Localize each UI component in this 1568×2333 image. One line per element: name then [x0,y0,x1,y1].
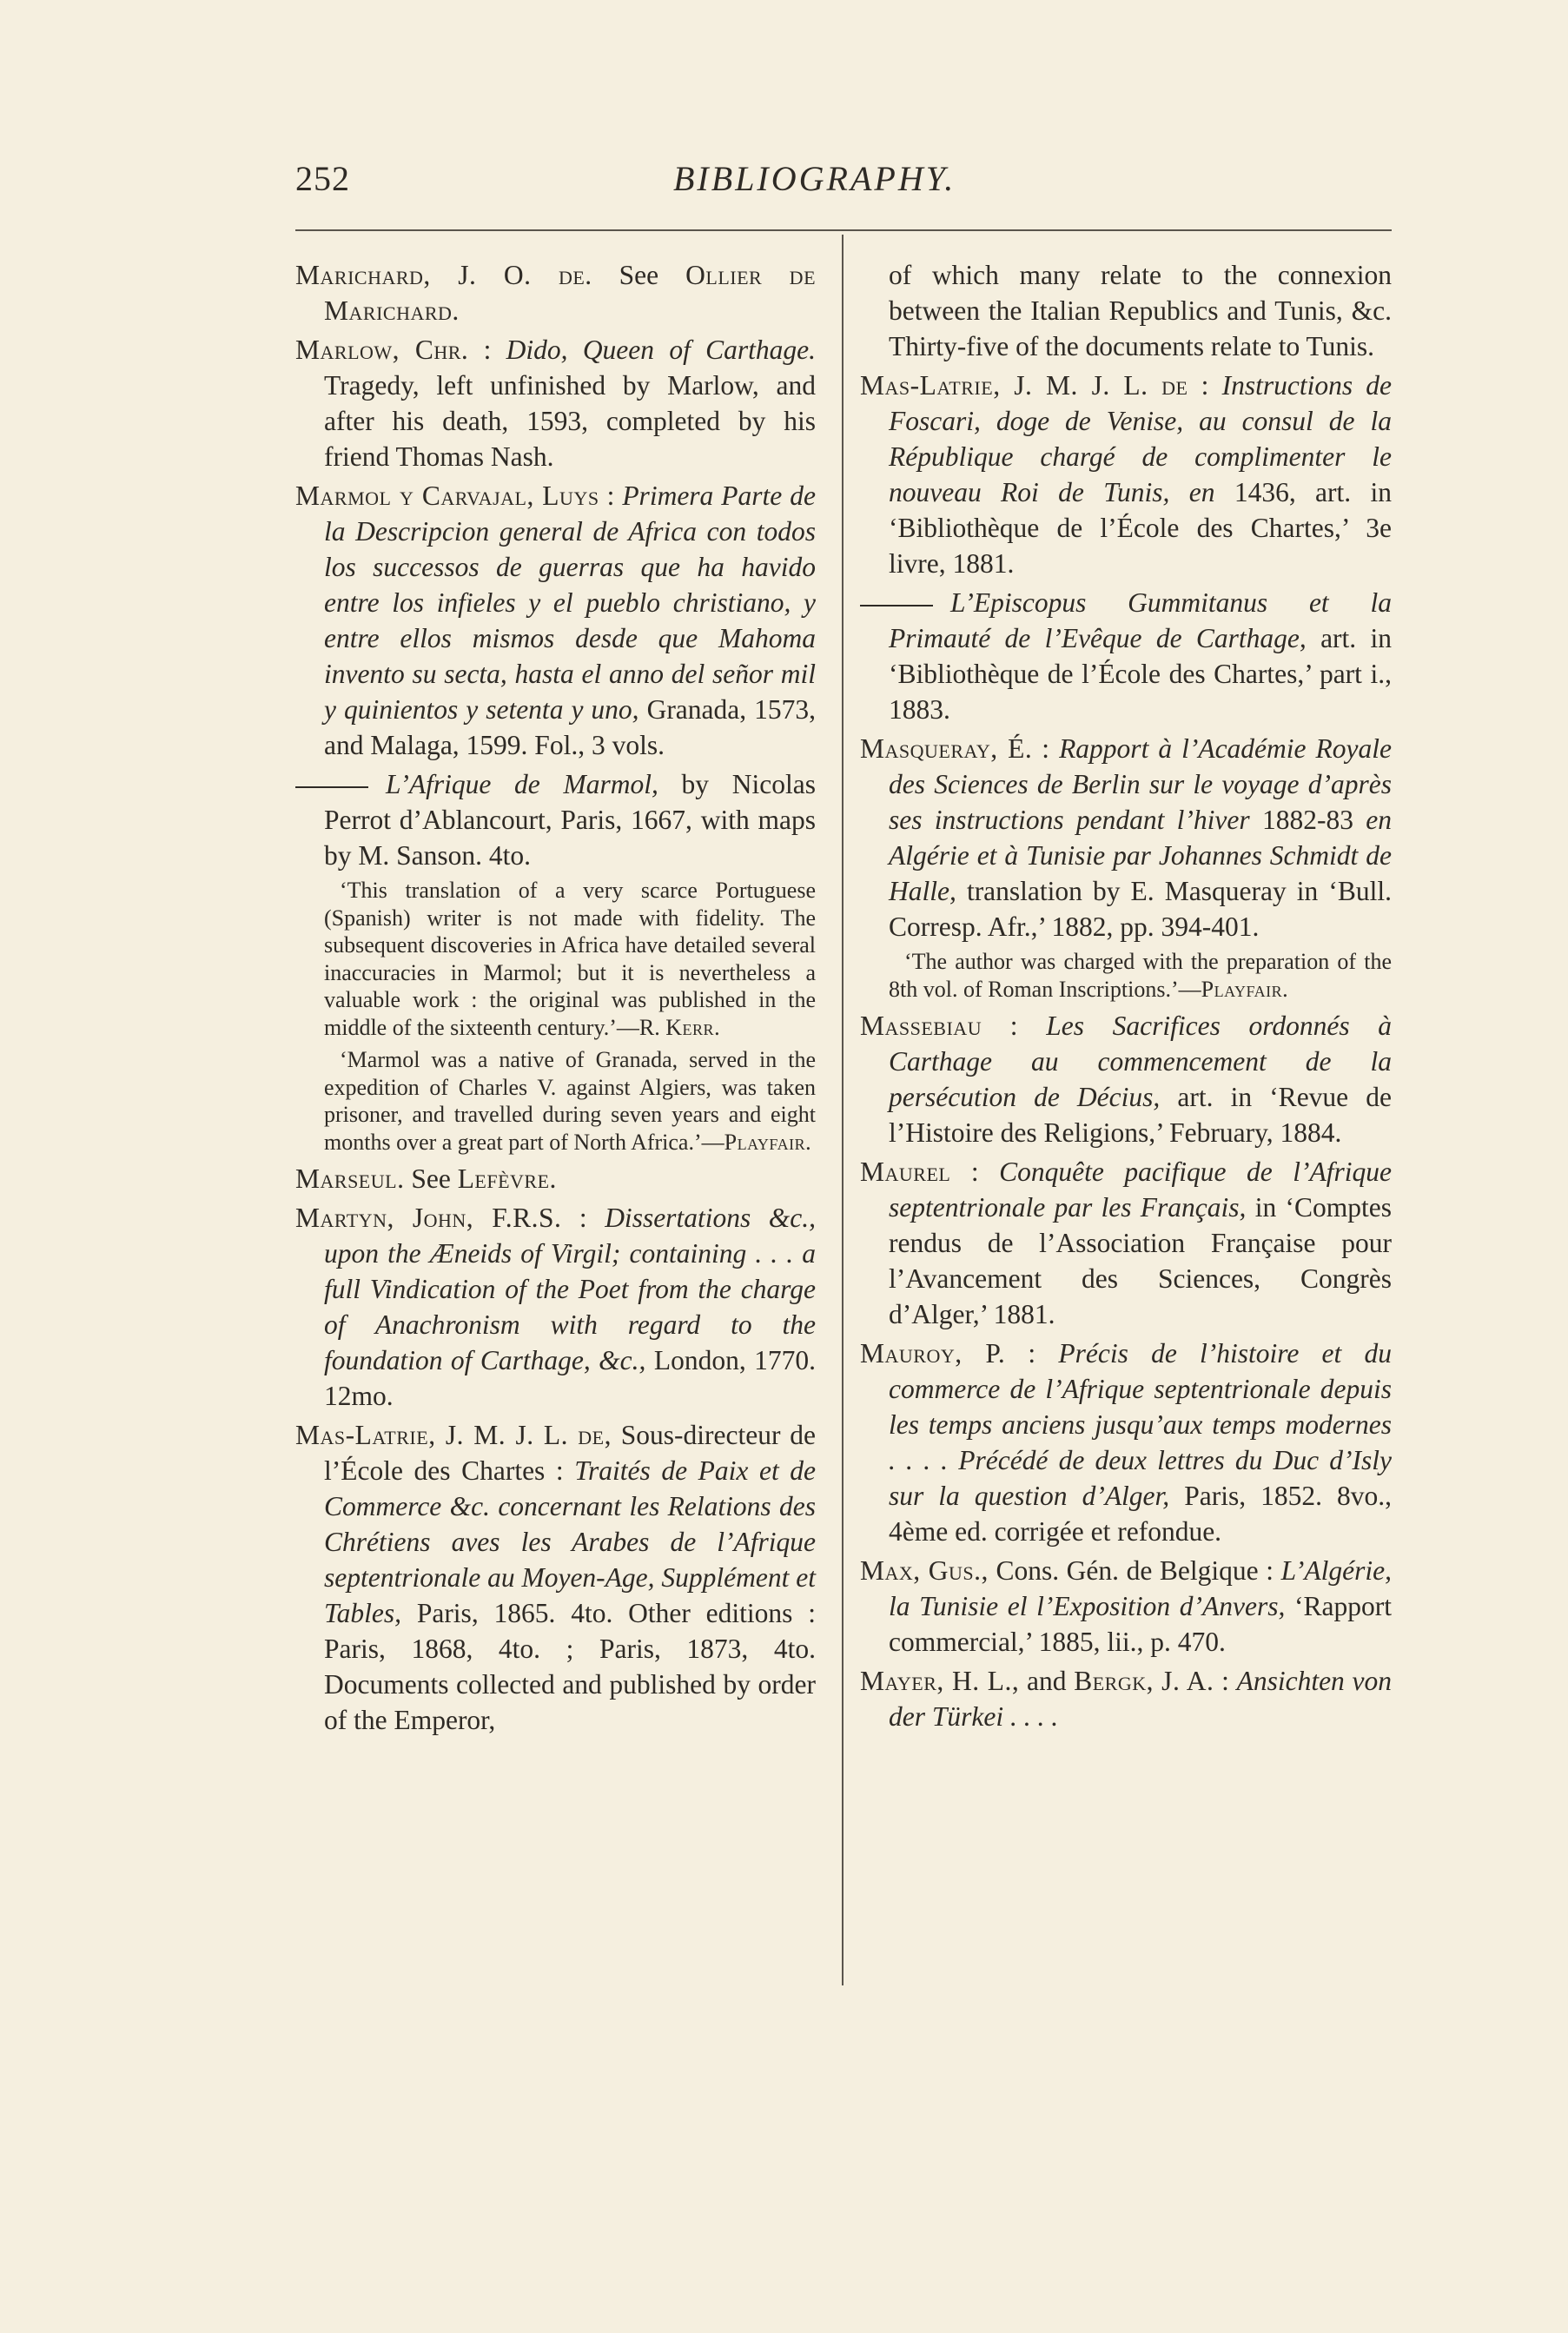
page-number: 252 [295,159,350,198]
entry-cross-ref: Lefèvre. [457,1163,557,1194]
entry-text: London, 1770. 12mo. [324,1345,816,1411]
entry-sep: : [1005,1338,1059,1369]
entry-author: Mas-Latrie, J. M. J. L. de [860,370,1188,401]
entry-cross-ref: Ollier de Marichard. [324,260,817,326]
entry-author: Mas-Latrie, J. M. J. L. de, [295,1420,612,1450]
entry-author: Masqueray, É. [860,733,1033,764]
entry-text: Cons. Gén. de Belgique : [988,1555,1281,1586]
entry-title: Précis de l’histoire et du commerce de l’Afrique septentrionale depuis les temps anciens jusqu’aux temps modernes . . . . Précédé de deux lettres du Duc d’Isly sur la question d’Alger, [889,1338,1392,1511]
entry-sep: : [1188,370,1222,401]
quote-note-playfair [295,1046,816,1156]
entry-text: art. in ‘Revue de l’Histoire des Religions,’ February, 1884. [889,1082,1392,1148]
entry-title: L’Afrique de Marmol, [386,769,658,799]
bib-entry-mas-latrie-traites [295,1417,816,1738]
entry-text: Paris, 1865. 4to. Other editions : Paris, 1868, 4to. ; Paris, 1873, 4to. Documents collected and published by order of the Emperor, [324,1598,816,1735]
entry-author: Marichard, J. O. de. [295,260,592,290]
ditto-dash [295,786,368,788]
entry-title: Rapport à l’Académie Royale des Sciences de Berlin sur le voyage d’après ses instructions pendant l’hiver [889,733,1392,835]
note-text: ‘The author was charged with the preparation of the 8th vol. of Roman Inscriptions.’— [889,949,1392,1002]
entry-text: 1436, art. in ‘Bibliothèque de l’École des Chartes,’ 3e livre, 1881. [889,477,1392,579]
entry-title: Traités de Paix et de Commerce &c. concernant les Relations des Chrétiens aves les Arabes de l’Afrique septentrionale au Moyen-Age, Supplément et Tables, [324,1455,816,1628]
bib-entry-marichard [295,257,816,328]
entry-title: Conquête pacifique de l’Afrique septentrionale par les Français, [889,1157,1392,1223]
note-author: Playfair. [724,1129,812,1155]
entry-author: Massebiau [860,1011,982,1041]
entry-text: Tragedy, left unfinished by Marlow, and after his death, 1593, completed by his friend Thomas Nash. [324,370,816,472]
entry-author: Bergk, J. A. [1074,1666,1214,1696]
entry-title: Ansichten von der Türkei . . . . [889,1666,1392,1732]
entry-sep: : [1032,733,1060,764]
entry-text: art. in ‘Bibliothèque de l’École des Chartes,’ part i., 1883. [889,623,1392,725]
bib-entry-maurel [860,1154,1392,1332]
entry-author: Marlow, Chr. [295,335,469,365]
entry-text: Sous-directeur de l’École des Chartes : [324,1420,816,1486]
entry-sep: : [468,335,506,365]
bib-entry-mauroy [860,1336,1392,1549]
bib-entry-mayer [860,1663,1392,1734]
entry-text: by Nicolas Perrot d’Ablancourt, Paris, 1667, with maps by M. Sanson. 4to. [324,769,816,871]
quote-note-kerr [295,877,816,1041]
entry-title: Dissertations &c., upon the Æneids of Virgil; containing . . . a full Vindication of the Poet from the charge of Anachronism with regard to the foundation of Carthage, &c., [324,1203,816,1375]
bib-entry-mas-latrie-instructions [860,368,1392,581]
header-rule [295,229,1392,231]
entry-sep: : [1214,1666,1237,1696]
entry-title: Les Sacrifices ordonnés à Carthage au commencement de la persécution de Décius, [889,1011,1392,1112]
note-text: ‘Marmol was a native of Granada, served in the expedition of Charles V. against Algiers, was taken prisoner, and travelled during seven years and eight months over a great part of North Africa.’— [324,1047,816,1155]
entry-title: Dido, Queen of Carthage. [506,335,816,365]
entry-author: Martyn, John, F.R.S. [295,1203,562,1233]
bib-entry-marlow [295,332,816,474]
running-title: BIBLIOGRAPHY. [673,159,956,198]
entry-text: and [1019,1666,1075,1696]
entry-sep: : [599,481,623,511]
entry-text: in ‘Comptes rendus de l’Association Française pour l’Avancement des Sciences, Congrès d’Alger,’ 1881. [889,1192,1392,1329]
right-column [860,257,1392,1738]
bib-entry-mas-latrie-episcopus [860,585,1392,727]
note-text: ‘This translation of a very scarce Portuguese (Spanish) writer is not made with fidelity. The subsequent discoveries in Africa have detailed several inaccuracies in Marmol; but it is nevertheless a valuable work : the original was published in the middle of the sixteenth century.’—R. [324,878,816,1040]
entry-title: en Algérie et à Tunisie par Johannes Schmidt de Halle, [889,805,1392,906]
entry-text: Granada, 1573, and Malaga, 1599. Fol., 3 vols. [324,694,816,760]
entry-author: Mayer, H. L., [860,1666,1020,1696]
bib-entry-massebiau [860,1008,1392,1150]
entry-text: 1882-83 [1249,805,1366,835]
entry-author: Max, Gus., [860,1555,989,1586]
entry-continuation: of which many relate to the connexion between the Italian Republics and Tunis, &c. Thirty-five of the documents relate to Tunis. [889,260,1392,361]
quote-note-playfair [860,948,1392,1003]
bib-entry-martyn [295,1200,816,1414]
entry-text: ‘Rapport commercial,’ 1885, lii., p. 470. [889,1591,1392,1657]
entry-author: Marmol y Carvajal, Luys [295,481,599,511]
entry-title: Instructions de Foscari, doge de Venise, au consul de la République chargé de complimenter le nouveau Roi de Tunis, en [889,370,1392,507]
entry-text: Paris, 1852. 8vo., 4ème ed. corrigée et refondue. [889,1481,1393,1547]
entry-author: Marseul. [295,1163,405,1194]
bib-entry-masqueray [860,731,1392,944]
bib-entry-marmol-afrique [295,766,816,873]
entry-title: Primera Parte de la Descripcion general de Africa con todos los successos de guerras que ha havido entre los infieles y el pueblo christiano, y entre ellos mismos desde que Mahoma invento su secta, hasta el anno del señor mil y quinientos y setenta y uno, [324,481,816,725]
column-divider [842,235,844,1985]
entry-sep: : [950,1157,1000,1187]
entry-text: See [404,1163,458,1194]
left-column [295,257,816,1741]
page-header [295,158,1392,210]
note-author: Playfair. [1201,976,1289,1002]
entry-author: Maurel [860,1157,951,1187]
note-author: Kerr. [665,1014,721,1040]
entry-text: See [592,260,686,290]
bib-entry-max [860,1553,1392,1660]
entry-sep: : [561,1203,605,1233]
bib-entry-marseul [295,1161,816,1196]
entry-text: translation by E. Masqueray in ‘Bull. Corresp. Afr.,’ 1882, pp. 394-401. [889,876,1392,942]
entry-sep: : [982,1011,1047,1041]
entry-author: Mauroy, P. [860,1338,1006,1369]
entry-title: L’Episcopus Gummitanus et la Primauté de l’Evêque de Carthage, [889,587,1392,653]
ditto-dash [860,605,933,606]
entry-title: L’Algérie, la Tunisie el l’Exposition d’Anvers, [889,1555,1393,1621]
bib-entry-marmol [295,478,816,763]
